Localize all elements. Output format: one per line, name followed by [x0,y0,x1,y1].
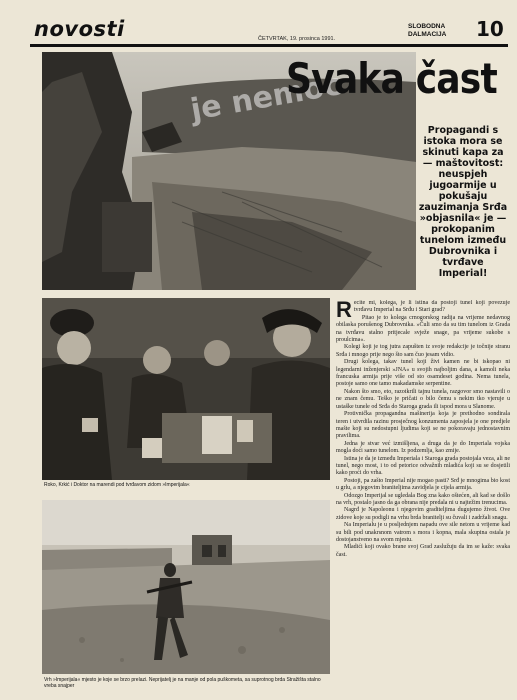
brand-line-1: SLOBODNA [408,23,446,30]
body-paragraph: Mladići koji ovako brane svoj Grad zaslužuju da im se kaže: svaka čast. [336,544,510,558]
masthead-rule [30,44,508,47]
body-paragraph: Protivnička propagandna mašinerija koja je prethodno sondirala teren i utvrdila razinu prosječnog konzumenta zaposjela je one predjele mašte koji su nedostupni ljudima koji se ne pokoravaju jednostavnim pravilima. [336,411,510,440]
soldiers-meal-photo [42,298,330,480]
body-paragraph: Postoji, pa zašto Imperial nije mogao pasti? Srđ je mnogima bio kost u grlu, a njegovim braniteljima zavidjela je cijela armija. [336,477,510,492]
headline: Svaka čast [286,54,497,103]
brand-line-2: DALMACIJA [408,31,447,38]
body-paragraph: Odozgo Imperijal se ugledala Bog zna kako oštećen, ali kad se došlo na vrh, postalo jasno da ga obrana nije predala ni u najtežim trenucima. [336,492,510,506]
masthead [30,14,508,44]
body-paragraph: Nakon što smo, eto, razotkrili tajnu tunela, razgovor smo nastavili o ne znam čemu. Teško je pričati o bilo čemu s nekim tko vjeruje u ustaške tunele od Srđa do Staroga grada ili ispod mora u Slanome. [336,388,510,410]
body-paragraph: Drugi kolega, takav tunel koji živi kamen ne bi iskopao ni legendarni inženjerski »JNA« u svojih najboljim dana, a kamoli neka francuska armija prije više od sto osamdeset godina. Nema tunela, postoje samo one tamo makadamske serpentine. [336,359,510,388]
body-paragraph: Nagrđ je Napoleonu i njegovim graditeljima dugujemo život. Ove zidove koje su podigli na vrhu brda branitelji su čuvali i zadržali snagu. [336,507,510,521]
page-number: 10 [476,17,504,41]
article-deck: Propagandi s istoka mora se skinuti kapa za — maštovitost: neuspjeh jugoarmije u pokušaju zauzimanja Srđa »objasnila« je — prokopanim tunelom između Dubrovnika i tvrđave Imperial! [418,125,508,279]
body-paragraph: Pitao je to kolega crnogorskog radija na vrijeme nedavnog obilaska porušenog Dubrovnika. »Čuli smo da su tim tunelom iz Grada na tvrđavu stalno pritjecale svježe snage, pa vrijeme sukobe s proulcima«. [336,314,510,344]
drop-cap: R [336,300,352,322]
fortress-top-photo [42,500,330,674]
photo-overlay-text: je nemoc [188,67,345,128]
body-paragraph: Istina je da je između Imperiala i Staroga grada postojala veza, ali ne tunel, nego most, i to od petorice odvažnih mladića koji su se dosjetili kako proći do vrha. [336,455,510,477]
caption-middle-photo: Roko, Krkić i Doktor na marendi pod tvrđavom zidom »Imperijala« [44,482,190,488]
body-paragraph: Recite mi, kolega, je li istina da postoji tunel koji povezuje tvrđavu Imperial na Srđu i Stari grad? [336,300,510,322]
body-paragraph: Jedna je stvar već izmišljena, a druga da je do Imperiala vojska mogla doći samo tunelom. Iz podzemlja, kao zmije. [336,440,510,455]
newspaper-logo [408,23,446,39]
article-body [336,300,510,694]
dateline: ČETVRTAK, 19. prosinca 1991. [258,36,336,42]
section-title: novosti [34,17,125,41]
body-paragraph: Kolegi koji je tog jutra zapušten iz svoje redakcije je točnije stranu Srđa i mnogo prije nego što sam čuo jesam vidio. [336,344,510,358]
body-paragraph: Na Imperialu je u posljednjem napadu ove sile netom u vrijeme kad su bili pod unakrsnom vatrom s mora i kopna, mala skupina ostala je dostojanstveno na svom mjestu. [336,522,510,543]
caption-bottom-photo: Vrh »Imperijala« mjesto je koje se brzo prelazi. Neprijatelj je na manje od pola puškometa, sa suprotnog brda Stražišta stalno vreba snajper [44,677,321,689]
